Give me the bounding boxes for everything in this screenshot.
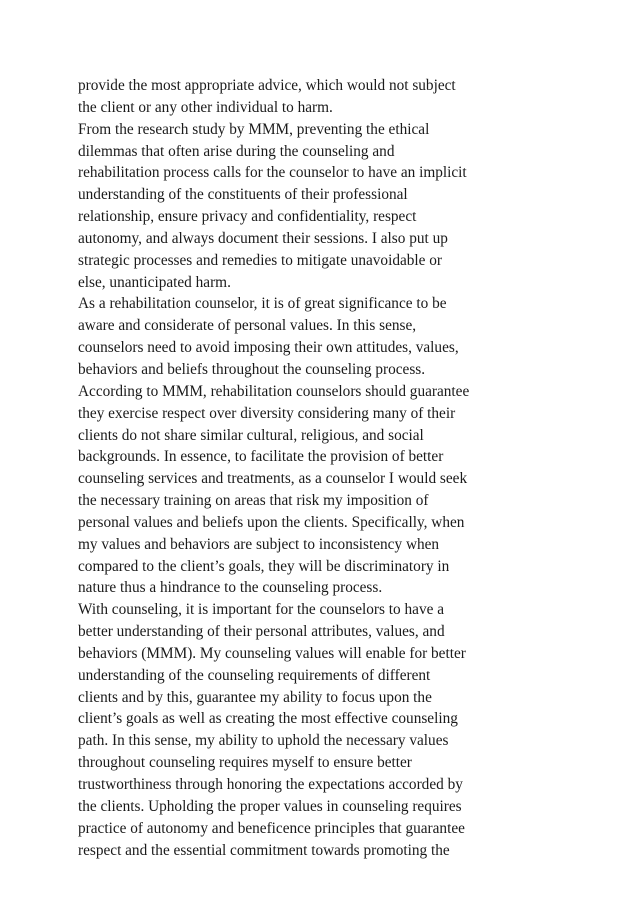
text-line: client’s goals as well as creating the most effective counseling	[78, 710, 458, 728]
text-line: else, unanticipated harm.	[78, 273, 231, 291]
text-line: the client or any other individual to harm.	[78, 98, 333, 116]
text-line: they exercise respect over diversity considering many of their	[78, 404, 456, 422]
text-line: relationship, ensure privacy and confidentiality, respect	[78, 208, 417, 226]
text-line: practice of autonomy and beneficence principles that guarantee	[78, 819, 465, 837]
text-line: understanding of the counseling requirements of different	[78, 666, 431, 684]
text-line: clients and by this, guarantee my ability to focus upon the	[78, 688, 432, 706]
text-line: personal values and beliefs upon the clients. Specifically, when	[78, 513, 465, 531]
text-line: As a rehabilitation counselor, it is of great significance to be	[78, 295, 447, 313]
text-line: throughout counseling requires myself to ensure better	[78, 754, 412, 772]
text-line: my values and behaviors are subject to inconsistency when	[78, 535, 440, 553]
text-line: backgrounds. In essence, to facilitate the provision of better	[78, 448, 444, 466]
text-line: counseling services and treatments, as a counselor I would seek	[78, 470, 468, 488]
text-line: respect and the essential commitment towards promoting the	[78, 841, 450, 859]
text-line: the necessary training on areas that risk my imposition of	[78, 492, 429, 510]
text-line: nature thus a hindrance to the counseling process.	[78, 579, 383, 597]
text-line: According to MMM, rehabilitation counselors should guarantee	[78, 382, 470, 400]
text-line: understanding of the constituents of their professional	[78, 186, 408, 204]
text-line: autonomy, and always document their sessions. I also put up	[78, 229, 448, 247]
text-line: compared to the client’s goals, they will be discriminatory in	[78, 557, 450, 575]
text-line: With counseling, it is important for the counselors to have a	[78, 601, 445, 619]
text-line: rehabilitation process calls for the counselor to have an implicit	[78, 164, 467, 182]
text-line: provide the most appropriate advice, which would not subject	[78, 77, 456, 94]
text-line: the clients. Upholding the proper values in counseling requires	[78, 797, 462, 815]
text-line: counselors need to avoid imposing their own attitudes, values,	[78, 339, 459, 357]
text-line: better understanding of their personal attributes, values, and	[78, 623, 445, 641]
text-line: From the research study by MMM, preventing the ethical	[78, 120, 430, 138]
text-line: path. In this sense, my ability to uphold the necessary values	[78, 732, 449, 750]
text-line: aware and considerate of personal values. In this sense,	[78, 317, 417, 335]
text-line: trustworthiness through honoring the expectations accorded by	[78, 776, 463, 793]
text-line: clients do not share similar cultural, religious, and social	[78, 426, 424, 444]
text-line: behaviors (MMM). My counseling values will enable for better	[78, 644, 466, 662]
text-line: strategic processes and remedies to mitigate unavoidable or	[78, 251, 443, 269]
text-line: behaviors and beliefs throughout the counseling process.	[78, 360, 426, 378]
text-line: dilemmas that often arise during the counseling and	[78, 142, 395, 160]
body-text	[78, 75, 578, 861]
